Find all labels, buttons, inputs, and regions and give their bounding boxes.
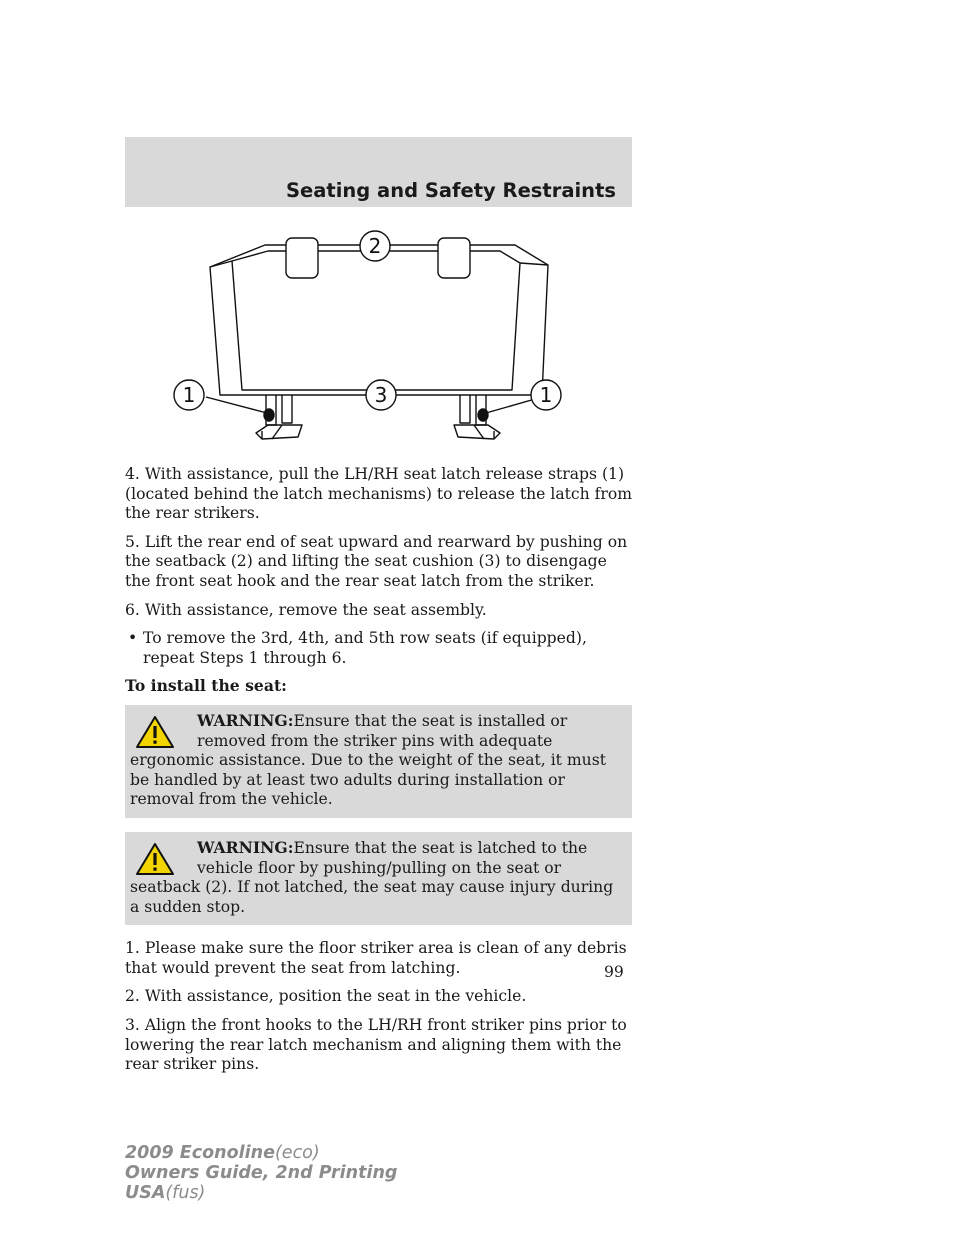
headrest-left: [286, 238, 318, 278]
install-step-2: 2. With assistance, position the seat in the vehicle.: [125, 987, 527, 1006]
section-title: Seating and Safety Restraints: [285, 179, 616, 202]
seat-removal-illustration: [170, 225, 610, 450]
warning-text-2: Ensure that the seat is latched to the vehicle floor by pushing/pulling on the seat or seatback (2). If not latched, the seat may cause injury during a sudden stop.: [130, 838, 614, 916]
body-content: [125, 465, 637, 1084]
install-heading: To install the seat:: [125, 676, 287, 696]
step-6: 6. With assistance, remove the seat assembly.: [125, 600, 487, 619]
warning-label-1: WARNING:: [197, 710, 294, 730]
headrest-right: [438, 238, 470, 278]
page-number: 99: [604, 963, 624, 981]
footer-market: USA: [125, 1183, 166, 1203]
footer-model: 2009 Econoline: [125, 1143, 275, 1163]
warning-triangle-icon: [135, 842, 175, 876]
install-step-3: 3. Align the front hooks to the LH/RH front striker pins prior to lowering the rear latch mechanism and aligning them with the rear striker pins.: [125, 1016, 627, 1074]
latch-right: [454, 395, 500, 439]
seatback-outline: [210, 245, 548, 395]
warning-box-2: [125, 832, 632, 925]
bullet-item: [125, 629, 637, 668]
step-4: 4. With assistance, pull the LH/RH seat latch release straps (1) (located behind the latch mechanisms) to release the latch from the rear strikers.: [125, 465, 633, 523]
bullet-text: To remove the 3rd, 4th, and 5th row seats (if equipped), repeat Steps 1 through 6.: [143, 629, 587, 667]
footer-model-code: (eco): [274, 1143, 320, 1163]
footer-market-code: (fus): [165, 1183, 206, 1203]
latch-left: [256, 395, 302, 439]
footer-line-3: [125, 1183, 397, 1203]
warning-text-1: Ensure that the seat is installed or removed from the striker pins with adequate ergonomic assistance. Due to the weight of the seat, it must be handled by at least two adults during installation or removal from the vehicle.: [130, 711, 606, 809]
footer-line-1: [125, 1143, 397, 1163]
seatback-inner-outline: [232, 251, 520, 390]
footer-line-2: Owners Guide, 2nd Printing: [125, 1163, 398, 1183]
section-header-band: [125, 137, 632, 207]
warning-triangle-icon: [135, 715, 175, 749]
callout-3: 3: [374, 383, 388, 407]
warning-box-1: [125, 705, 632, 818]
install-step-1: 1. Please make sure the floor striker area is clean of any debris that would prevent the seat from latching.: [125, 939, 627, 977]
callout-1-right: 1: [539, 383, 553, 407]
callout-2: 2: [368, 234, 382, 258]
bullet-dot: •: [128, 629, 138, 648]
warning-label-2: WARNING:: [197, 837, 294, 857]
callout-1-left: 1: [182, 383, 196, 407]
step-5: 5. Lift the rear end of seat upward and rearward by pushing on the seatback (2) and lifting the seat cushion (3) to disengage the front seat hook and the rear seat latch from the striker.: [125, 532, 628, 590]
document-footer: [125, 1143, 397, 1203]
